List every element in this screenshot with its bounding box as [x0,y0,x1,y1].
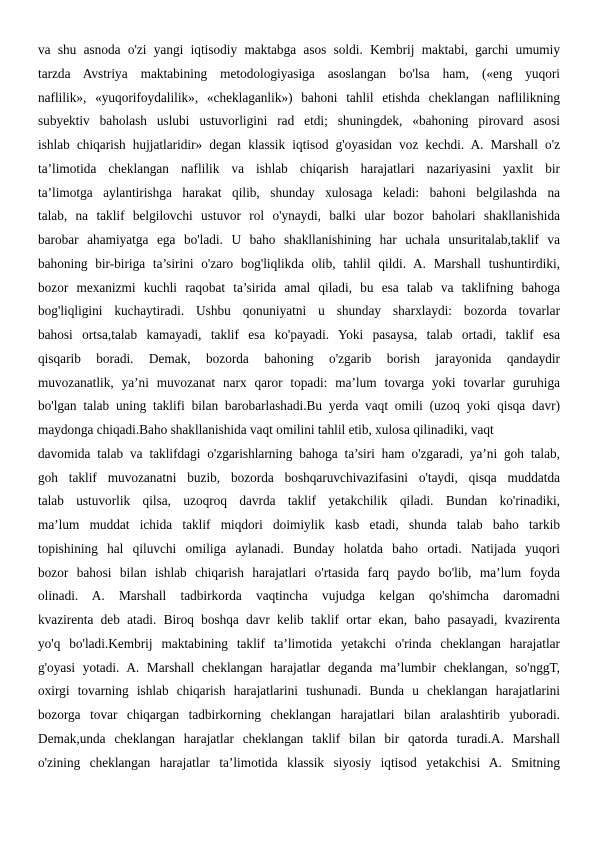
text-line: bozor bahosi bilan ishlab chiqarish harajatlari o'rtasida farq paydo bo'lib, ma’lum foyda [38,564,560,580]
text-line: barobar ahamiyatga ega bo'ladi. U baho shakllanishining har uchala unsuritalab,taklif va [38,232,560,247]
body-text [38,38,560,774]
text-line: naflilik», «yuqorifoydalilik», «cheklaganlik») bahoni tahlil etishda cheklangan naflilikning [38,89,560,105]
text-line: ma’lum muddat ichida taklif miqdori doimiylik kasb etadi, shunda talab baho tarkib [38,517,560,532]
text-line: oxirgi tovarning ishlab chiqarish harajatlarini tushunadi. Bunda u cheklangan harajatlarini [38,683,560,699]
text-line: topishining hal qiluvchi omiliga aylanadi. Bunday holatda baho ortadi. Natijada yuqori [38,540,560,556]
text-line: muvozanatlik, ya’ni muvozanat narx qaror topadi: ma’lum tovarga yoki tovarlar guruhiga [38,374,560,390]
text-line: olinadi. A. Marshall tadbirkorda vaqtincha vujudga kelgan qo'shimcha daromadni [38,588,560,604]
text-line: kvazirenta deb atadi. Biroq boshqa davr kelib taklif ortar ekan, baho pasayadi, kvazirenta [38,612,560,627]
text-line: yo'q bo'ladi.Kembrij maktabining taklif ta’limotida yetakchi o'rinda cheklangan harajatlar [38,635,560,651]
text-line: qisqarib boradi. Demak, bozorda bahoning o'zgarib borish jarayonida qandaydir [38,350,560,366]
text-line: o'zining cheklangan harajatlar ta’limotida klassik siyosiy iqtisod yetakchisi A. Smitning [38,754,560,770]
text-line: davomida talab va taklifdagi o'zgarishlarning bahoga ta’siri ham o'zgaradi, ya’ni goh talab, [38,445,560,461]
text-line: ta’limotida cheklangan naflilik va ishlab chiqarish harajatlari nazariyasini yaxlit bir [38,160,560,176]
text-line: ishlab chiqarish hujjatlaridir» degan klassik iqtisod g'oyasidan voz kechdi. A. Marshall o'z [38,137,560,152]
text-line: tarzda Avstriya maktabining metodologiyasiga asoslangan bo'lsa ham, («eng yuqori [38,65,560,81]
text-line: talab, na taklif belgilovchi ustuvor rol o'ynaydi, balki ular bozor baholari shakllanishida [38,208,560,224]
text-line: goh taklif muvozanatni buzib, bozorda boshqaruvchivazifasini o'taydi, qisqa muddatda [38,469,560,485]
text-line: bozorga tovar chiqargan tadbirkorning cheklangan harajatlari bilan aralashtirib yuboradi. [38,707,560,722]
text-line: bozor mexanizmi kuchli raqobat ta’sirida amal qiladi, bu esa talab va taklifning bahoga [38,279,560,295]
text-line: bog'liqligini kuchaytiradi. Ushbu qonuniyatni u shunday sharxlaydi: bozorda tovarlar [38,303,560,319]
text-line: Demak,unda cheklangan harajatlar cheklangan taklif bilan bir qatorda turadi.A. Marshall [38,730,560,746]
text-line: va shu asnoda o'zi yangi iqtisodiy maktabga asos soldi. Kembrij maktabi, garchi umumiy [38,42,560,57]
text-line: ta’limotga aylantirishga harakat qilib, shunday xulosaga keladi: bahoni belgilashda na [38,184,560,200]
text-line: bo'lgan talab uning taklifi bilan barobarlashadi.Bu yerda vaqt omili (uzoq yoki qisqa davr) [38,398,560,414]
text-line: bahosi ortsa,talab kamayadi, taklif esa ko'payadi. Yoki pasaysa, talab ortadi, taklif esa [38,327,560,342]
text-line: maydonga chiqadi.Baho shakllanishida vaqt omilini tahlil etib, xulosa qilinadiki, vaqt [38,422,494,437]
text-line: subyektiv baholash uslubi ustuvorligini rad etdi; shuningdek, «bahoning pirovard asosi [38,113,560,129]
text-line: bahoning bir-biriga ta’sirini o'zaro bog'liqlikda olib, tahlil qildi. A. Marshall tushuntirdiki, [38,255,560,271]
text-line: g'oyasi yotadi. A. Marshall cheklangan harajatlar deganda ma’lumbir cheklangan, so'nggT, [38,659,560,675]
text-line: talab ustuvorlik qilsa, uzoqroq davrda taklif yetakchilik qiladi. Bundan ko'rinadiki, [38,493,560,509]
